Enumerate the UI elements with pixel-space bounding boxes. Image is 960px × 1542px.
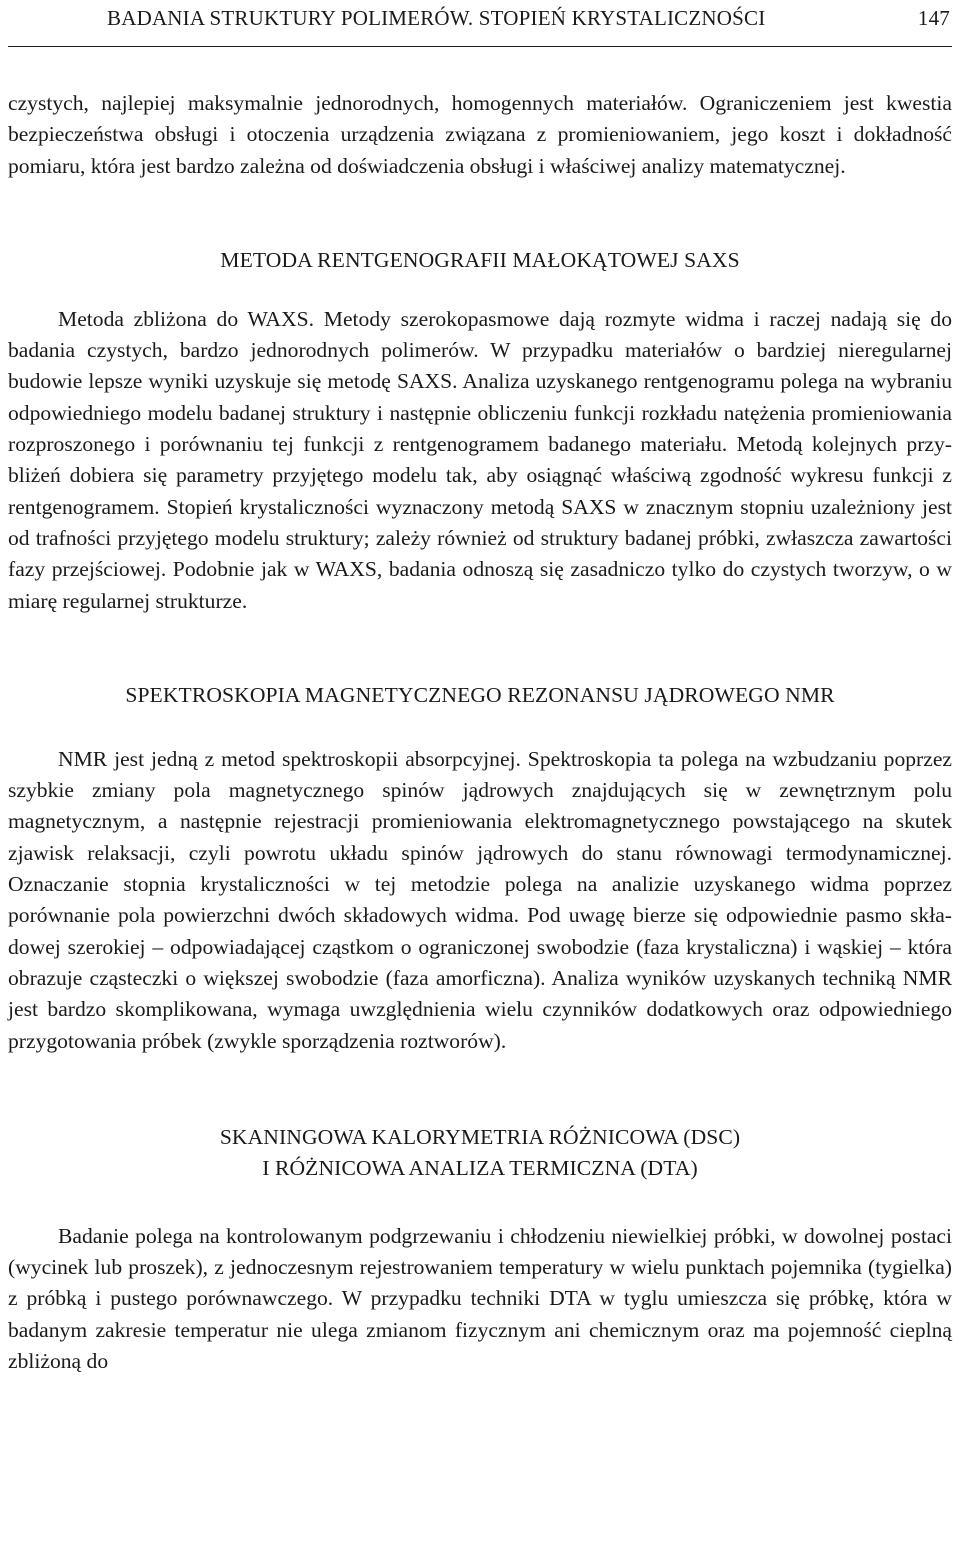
section-heading-dsc: [8, 1122, 952, 1184]
running-header: [8, 0, 952, 47]
section-heading-dsc-line2: I RÓŻNICOWA ANALIZA TERMICZNA (DTA): [262, 1155, 698, 1180]
section-heading-saxs: METODA RENTGENOGRAFII MAŁOKĄTOWEJ SAXS: [220, 247, 740, 272]
page-number: 147: [917, 6, 950, 30]
section-body-dsc: Badanie polega na kontrolowanym podgrzewaniu i chłodzeniu niewielkiej próbki, w dowolnej postaci (wycinek lub proszek), z jednoczesnym rejestrowaniem temperatury w wielu punktach pojemnika (tygielka) z próbką i pustego porównawczego. W przypadku techniki DTA w tyglu umieszcza się próbkę, która w badanym zakresie temperatur nie ulega zmianom fizycznym ani chemicznym oraz ma pojemność cieplną zbliżoną do: [8, 1223, 952, 1374]
continued-paragraph: czystych, najlepiej maksymalnie jednorodnych, homogennych materiałów. Ograniczeniem jest kwestia bezpieczeństwa obsługi i otoczenia urządzenia związana z promieniowaniem, jego koszt i dokładność pomiaru, która jest bardzo zależna od doświadczenia obsługi i właściwej analizy matematycznej.: [8, 91, 952, 178]
section-heading-nmr: SPEKTROSKOPIA MAGNETYCZNEGO REZONANSU JĄDROWEGO NMR: [125, 682, 835, 707]
document-page: [8, 0, 952, 1377]
section-body-nmr: NMR jest jedną z metod spektroskopii absorpcyjnej. Spektroskopia ta polega na wzbudzaniu poprzez szybkie zmiany pola magnetycznego spinów jądrowych znajdujących się w zewnętrznym polu magnetycznym, a następnie rejestracji promieniowania elektromagnetycznego powstającego na skutek zjawisk relaksacji, czyli powrotu układu spinów jądrowych do stanu równowagi termodynamicznej. Oznaczanie stopnia krystaliczności w tej metodzie polega na analizie uzyskanego widma poprzez porównanie pola powierzchni dwóch składowych widma. Pod uwagę bierze się odpowiednie pasmo składowej szerokiej – odpowiadającej cząstkom o ograniczonej swobodzie (faza krystaliczna) i wąskiej – która obrazuje cząsteczki o większej swobodzie (faza amorficzna). Analiza wyników uzyskanych techniką NMR jest bardzo skomplikowana, wymaga uwzględnienia wielu czynników dodatkowych oraz odpowiedniego przygotowania próbek (zwykle sporządzenia roztworów).: [8, 746, 952, 1053]
section-body-saxs: Metoda zbliżona do WAXS. Metody szerokopasmowe dają rozmyte widma i raczej nadają się do badania czystych, bardzo jednorodnych polimerów. W przypadku materiałów o bardziej nieregularnej budowie lepsze wyniki uzyskuje się metodę SAXS. Analiza uzyskanego rentgenogramu polega na wybraniu odpowiedniego modelu badanej struktury i następnie obliczeniu funkcji rozkładu natężenia promieniowania rozproszonego i porównaniu tej funkcji z rentgenogramem badanego materiału. Metodą kolejnych przybliżeń dobiera się parametry przyjętego modelu tak, aby osiągnąć właściwą zgodność wykresu funkcji z rentgenogramem. Stopień krystaliczności wyznaczony metodą SAXS w znacznym stopniu uzależniony jest od trafności przyjętego modelu struktury; zależy również od struktury badanej próbki, zwłaszcza zawartości fazy przejściowej. Podobnie jak w WAXS, badania odnoszą się zasadniczo tylko do czystych tworzyw, o w miarę regularnej strukturze.: [8, 306, 952, 613]
running-title: BADANIA STRUKTURY POLIMERÓW. STOPIEŃ KRYSTALICZNOŚCI: [107, 6, 766, 30]
section-heading-dsc-line1: SKANINGOWA KALORYMETRIA RÓŻNICOWA (DSC): [219, 1124, 741, 1149]
